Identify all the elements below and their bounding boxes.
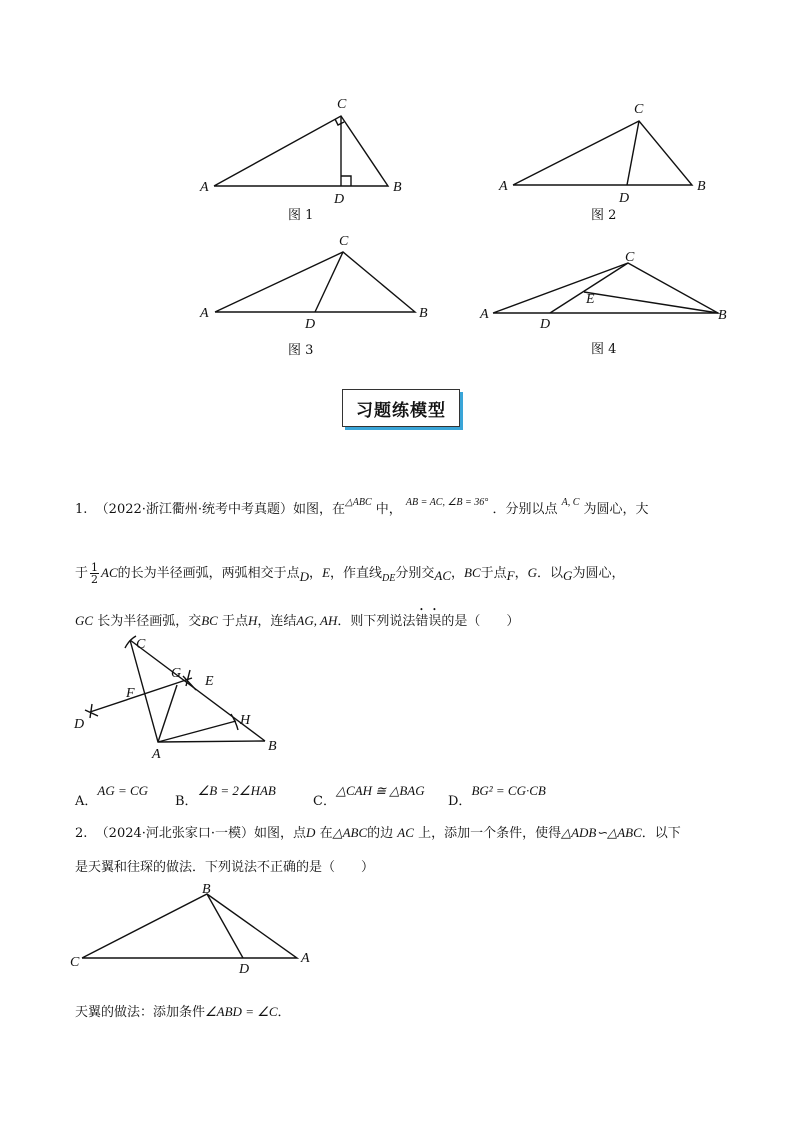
- point-label-g: G: [171, 666, 182, 681]
- point-label-a: A: [200, 180, 209, 195]
- question-2-line-2: 是天翼和往琛的做法．下列说法不正确的是（ ）: [75, 860, 375, 875]
- question-2-method: 天翼的做法：添加条件∠ABD = ∠C．: [75, 1004, 291, 1020]
- point-label-c: C: [337, 97, 347, 112]
- point-label-d: D: [239, 962, 250, 975]
- option-a[interactable]: A．AG = CG: [75, 783, 149, 809]
- section-title: 习题练模型: [342, 389, 460, 427]
- figure-4: [478, 245, 738, 360]
- question-2-figure: [65, 880, 325, 975]
- point-label-f: F: [126, 686, 135, 701]
- figure-caption: 图 4: [591, 342, 617, 357]
- point-label-d: D: [334, 192, 345, 207]
- point-label-c: C: [70, 955, 80, 970]
- point-label-a: A: [499, 179, 508, 194]
- question-1-line-2: 于 $\frac{1}{2}$ AC的长为半径画弧，两弧相交于点D，E，作直线$_{DE}$分别交AC，BC于点F，G．以G为圆心，: [75, 561, 625, 586]
- point-label-a: A: [200, 306, 209, 321]
- point-label-e: E: [205, 674, 214, 689]
- question-1-line-3: GC 长为半径画弧，交BC 于点H，连结AG, AH．则下列说法错误的是（ ）: [75, 613, 520, 629]
- point-label-b: B: [718, 308, 727, 323]
- point-label-a: A: [301, 951, 310, 966]
- point-label-b: B: [419, 306, 428, 321]
- option-c[interactable]: C．△CAH ≅ △BAG: [313, 783, 425, 809]
- point-label-c: C: [339, 234, 349, 249]
- point-label-b: B: [268, 739, 277, 754]
- figure-3: [195, 230, 440, 360]
- question-2-line-1: 2. （2024·河北张家口·一模）如图，点D 在△ABC的边 AC 上，添加一个条件，使得△ADB∽△ABC．以下: [75, 825, 681, 841]
- point-label-b: B: [393, 180, 402, 195]
- figure-1: [195, 90, 415, 225]
- point-label-c: C: [634, 102, 644, 117]
- point-label-a: A: [480, 307, 489, 322]
- point-label-d: D: [305, 317, 316, 332]
- question-1-line-1: 1. （2022·浙江衢州·统考中考真题）如图，在$^{\triangle ABC}$ 中， $^{AB = AC, \angle B = 36^\circ}$ ．分别以点 $^{A, C}$ 为圆心，大: [75, 497, 649, 517]
- emphasis-error: 错误: [415, 614, 442, 629]
- question-1-figure: [70, 630, 290, 760]
- option-d[interactable]: D．BG² = CG·CB: [448, 783, 546, 809]
- point-label-b: B: [202, 882, 211, 897]
- point-label-a: A: [152, 747, 161, 760]
- figure-caption: 图 2: [591, 208, 617, 223]
- point-label-e: E: [586, 292, 595, 307]
- point-label-b: B: [697, 179, 706, 194]
- option-b[interactable]: B．∠B = 2∠HAB: [175, 783, 276, 809]
- point-label-h: H: [240, 713, 251, 728]
- point-label-d: D: [619, 191, 630, 206]
- figure-caption: 图 1: [288, 208, 314, 223]
- point-label-d: D: [540, 317, 551, 332]
- point-label-c: C: [625, 250, 635, 265]
- point-label-d: D: [74, 717, 85, 732]
- figure-2: [495, 95, 725, 225]
- point-label-c: C: [136, 637, 146, 652]
- figure-caption: 图 3: [288, 343, 314, 358]
